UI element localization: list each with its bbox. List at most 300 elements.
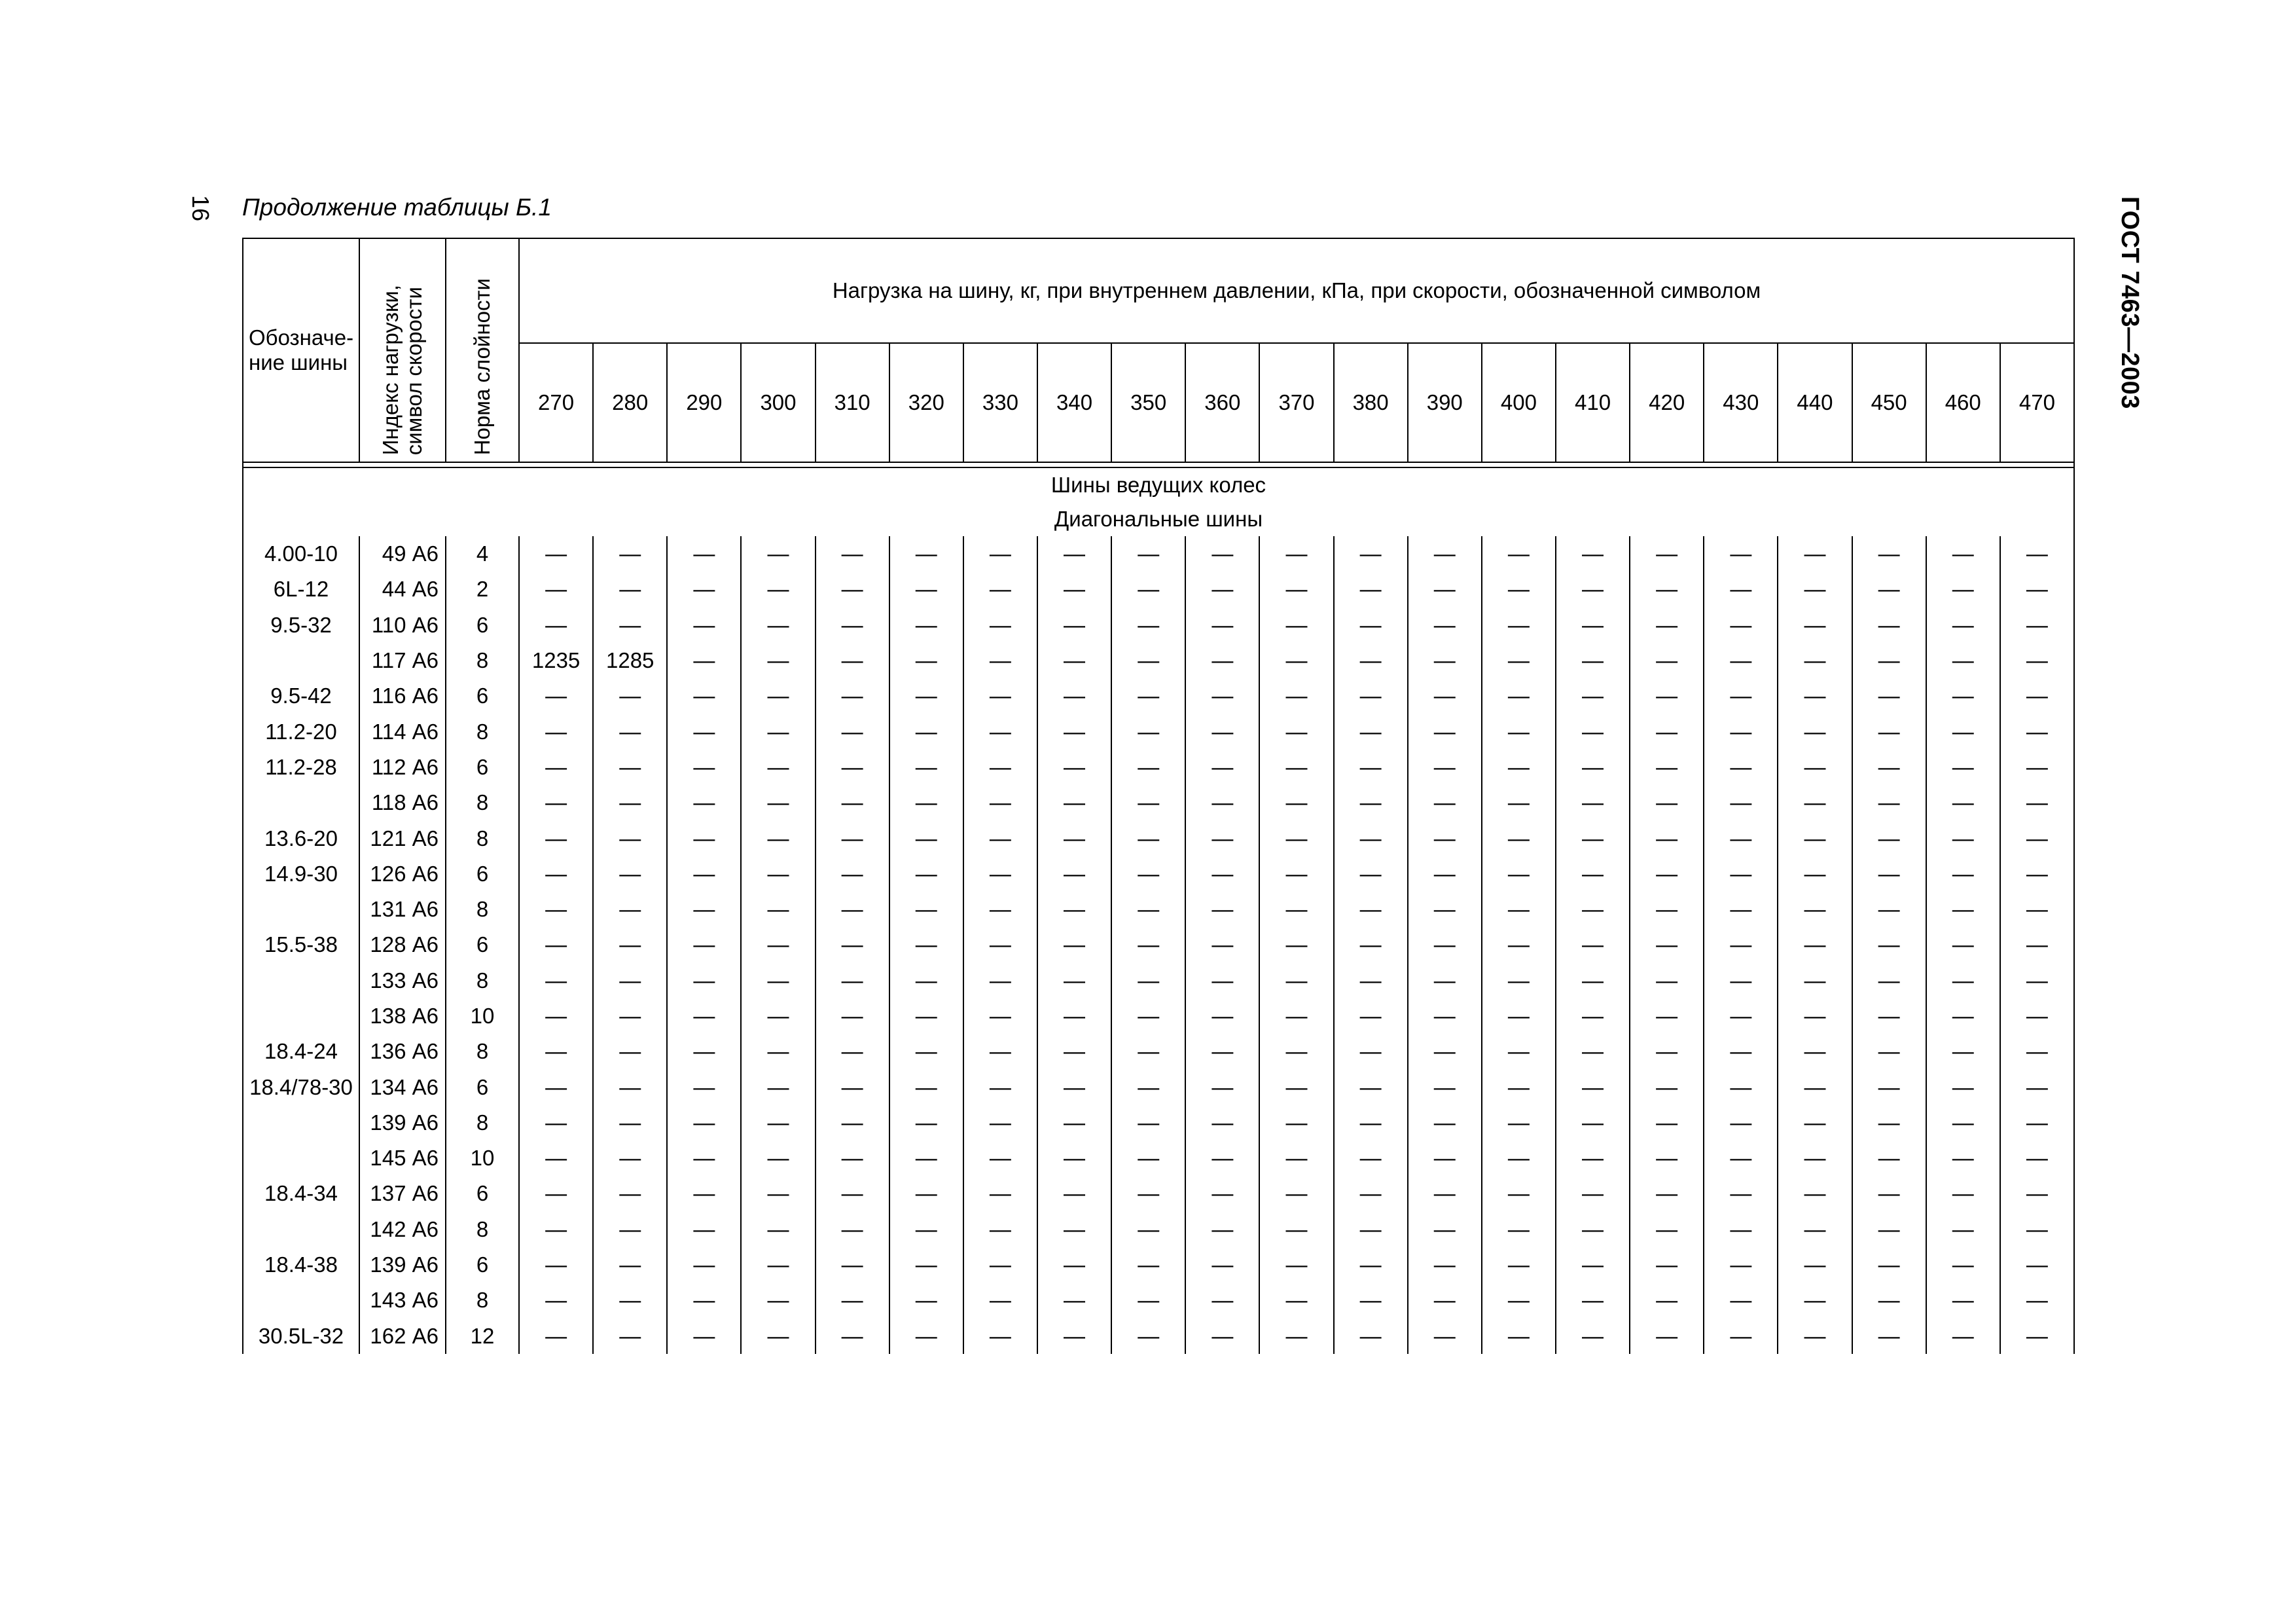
cell-load: — <box>816 714 889 749</box>
cell-load: — <box>1334 1105 1408 1140</box>
table-row <box>243 572 2074 607</box>
cell-load: — <box>1704 643 1778 678</box>
cell-load: — <box>816 1319 889 1354</box>
cell-load: — <box>1926 572 2000 607</box>
cell-load: — <box>1778 572 1852 607</box>
header-pressure-350: 350 <box>1111 343 1185 462</box>
cell-load: — <box>1852 856 1926 892</box>
cell-load: — <box>1630 678 1704 714</box>
cell-load: — <box>741 750 815 785</box>
cell-load: — <box>2000 1069 2074 1104</box>
cell-load: — <box>889 1319 963 1354</box>
cell-load: — <box>1852 1069 1926 1104</box>
cell-load: — <box>889 1140 963 1176</box>
cell-load: — <box>1334 1283 1408 1318</box>
cell-load: — <box>1185 1247 1259 1283</box>
cell-load: — <box>1334 963 1408 998</box>
cell-load: — <box>1852 1105 1926 1140</box>
cell-load: — <box>1185 998 1259 1034</box>
cell-load: — <box>1037 536 1111 572</box>
cell-load: — <box>1259 820 1333 856</box>
cell-load: — <box>1334 1140 1408 1176</box>
header-pressure-320: 320 <box>889 343 963 462</box>
cell-load: — <box>1852 678 1926 714</box>
cell-load: — <box>519 1212 593 1247</box>
cell-load: — <box>1630 927 1704 962</box>
cell-load: — <box>1408 1283 1482 1318</box>
cell-load: — <box>1704 1140 1778 1176</box>
cell-load: — <box>963 998 1037 1034</box>
table-row <box>243 714 2074 749</box>
cell-load: — <box>1778 1247 1852 1283</box>
cell-load: — <box>1778 892 1852 927</box>
cell-load: — <box>1852 1212 1926 1247</box>
table-row <box>243 856 2074 892</box>
cell-load: — <box>1778 536 1852 572</box>
table-row <box>243 820 2074 856</box>
header-ply-rating-text: Норма слойности <box>470 278 494 455</box>
cell-load: — <box>1630 536 1704 572</box>
cell-load: 1235 <box>519 643 593 678</box>
cell-load: — <box>1852 750 1926 785</box>
cell-load-index: 117 А6 <box>359 643 446 678</box>
cell-load: — <box>593 856 667 892</box>
cell-load: — <box>1778 1034 1852 1069</box>
cell-ply-rating: 8 <box>446 963 519 998</box>
header-pressure-440: 440 <box>1778 343 1852 462</box>
cell-load: — <box>1408 678 1482 714</box>
cell-load: — <box>1630 785 1704 820</box>
cell-load: — <box>1408 1069 1482 1104</box>
cell-load: — <box>1259 1283 1333 1318</box>
cell-load: — <box>741 572 815 607</box>
cell-load: — <box>1556 1283 1630 1318</box>
cell-load: — <box>667 785 741 820</box>
cell-load: — <box>1482 1319 1556 1354</box>
cell-load: — <box>1408 750 1482 785</box>
table-row <box>243 927 2074 962</box>
cell-load: — <box>963 1140 1037 1176</box>
cell-load: — <box>1185 1034 1259 1069</box>
cell-load: — <box>816 1212 889 1247</box>
cell-load: — <box>593 678 667 714</box>
cell-load: — <box>593 1105 667 1140</box>
cell-designation: 11.2-28 <box>243 750 359 785</box>
cell-load: — <box>1111 892 1185 927</box>
cell-load: — <box>1556 678 1630 714</box>
cell-load: — <box>667 1283 741 1318</box>
cell-load: — <box>1852 643 1926 678</box>
cell-load: — <box>1926 714 2000 749</box>
subsection-row <box>243 502 2074 536</box>
cell-load: — <box>667 927 741 962</box>
cell-load: — <box>1482 998 1556 1034</box>
cell-load-index: 128 А6 <box>359 927 446 962</box>
cell-load: — <box>1926 820 2000 856</box>
cell-load: — <box>1852 714 1926 749</box>
cell-ply-rating: 4 <box>446 536 519 572</box>
cell-load: — <box>2000 608 2074 643</box>
cell-load: — <box>519 1247 593 1283</box>
cell-load: — <box>1704 536 1778 572</box>
cell-load: — <box>1185 608 1259 643</box>
cell-load: — <box>1778 785 1852 820</box>
cell-load: — <box>1259 1176 1333 1211</box>
table-header <box>243 238 2074 462</box>
cell-load: — <box>816 856 889 892</box>
cell-load: — <box>667 856 741 892</box>
cell-load: — <box>1630 608 1704 643</box>
cell-load: — <box>1111 536 1185 572</box>
cell-load: — <box>519 892 593 927</box>
cell-load: — <box>1926 1212 2000 1247</box>
cell-designation: 15.5-38 <box>243 927 359 962</box>
cell-load: — <box>519 820 593 856</box>
cell-ply-rating: 8 <box>446 820 519 856</box>
cell-load: — <box>1926 1319 2000 1354</box>
cell-load: — <box>1926 1069 2000 1104</box>
cell-load: — <box>1408 572 1482 607</box>
cell-ply-rating: 6 <box>446 1176 519 1211</box>
cell-load: — <box>1704 1105 1778 1140</box>
cell-load: — <box>1778 1069 1852 1104</box>
cell-load: — <box>2000 678 2074 714</box>
cell-load: — <box>1334 998 1408 1034</box>
cell-load: — <box>1556 856 1630 892</box>
cell-load: — <box>667 750 741 785</box>
cell-load: — <box>1408 856 1482 892</box>
cell-load: — <box>741 1105 815 1140</box>
cell-ply-rating: 10 <box>446 1140 519 1176</box>
cell-load: — <box>1111 750 1185 785</box>
cell-load: — <box>519 1140 593 1176</box>
header-pressure-340: 340 <box>1037 343 1111 462</box>
cell-ply-rating: 6 <box>446 750 519 785</box>
cell-load: — <box>2000 1034 2074 1069</box>
cell-load: — <box>1926 963 2000 998</box>
cell-load: — <box>1037 1140 1111 1176</box>
cell-load: — <box>889 1105 963 1140</box>
cell-designation <box>243 1140 359 1176</box>
cell-load: — <box>1408 1140 1482 1176</box>
cell-load: — <box>1037 1105 1111 1140</box>
cell-load: — <box>1556 1247 1630 1283</box>
cell-load: — <box>1556 1212 1630 1247</box>
cell-designation <box>243 1283 359 1318</box>
cell-load: — <box>1037 1212 1111 1247</box>
cell-load: — <box>593 963 667 998</box>
cell-load: — <box>1926 1283 2000 1318</box>
cell-load: — <box>741 963 815 998</box>
table-row <box>243 1069 2074 1104</box>
cell-load: — <box>1408 1176 1482 1211</box>
cell-ply-rating: 8 <box>446 1212 519 1247</box>
cell-load: — <box>889 608 963 643</box>
document-id: ГОСТ 7463—2003 <box>2116 196 2144 409</box>
cell-load: — <box>2000 856 2074 892</box>
cell-load: — <box>1037 1069 1111 1104</box>
cell-load: — <box>1185 678 1259 714</box>
header-pressure-450: 450 <box>1852 343 1926 462</box>
header-designation-text: Обозначе- ние шины <box>249 325 354 374</box>
cell-load: — <box>1259 1140 1333 1176</box>
cell-load: — <box>1037 1319 1111 1354</box>
cell-load: — <box>1037 998 1111 1034</box>
cell-load: — <box>593 1069 667 1104</box>
cell-load: — <box>1630 998 1704 1034</box>
cell-load: — <box>741 678 815 714</box>
cell-load: — <box>1185 1105 1259 1140</box>
cell-load: — <box>1037 572 1111 607</box>
cell-load: — <box>1704 998 1778 1034</box>
cell-load: — <box>1704 892 1778 927</box>
cell-load: — <box>1926 1105 2000 1140</box>
cell-load: — <box>1259 714 1333 749</box>
table-row <box>243 1105 2074 1140</box>
cell-load: — <box>1185 1140 1259 1176</box>
cell-load: — <box>816 927 889 962</box>
cell-load: — <box>667 536 741 572</box>
table-row <box>243 750 2074 785</box>
cell-load: — <box>1408 820 1482 856</box>
cell-load: — <box>889 856 963 892</box>
cell-load: — <box>1630 1212 1704 1247</box>
cell-load: — <box>1408 927 1482 962</box>
cell-load: — <box>1482 927 1556 962</box>
cell-load: — <box>667 820 741 856</box>
header-pressure-270: 270 <box>519 343 593 462</box>
cell-ply-rating: 8 <box>446 1283 519 1318</box>
cell-load-index: 139 А6 <box>359 1105 446 1140</box>
cell-load: — <box>1037 856 1111 892</box>
cell-load: — <box>1111 1069 1185 1104</box>
cell-load: — <box>519 714 593 749</box>
cell-load: — <box>1556 608 1630 643</box>
cell-ply-rating: 6 <box>446 856 519 892</box>
cell-load: — <box>1259 1319 1333 1354</box>
cell-load: — <box>1630 1283 1704 1318</box>
cell-load: — <box>741 536 815 572</box>
cell-ply-rating: 12 <box>446 1319 519 1354</box>
cell-load: — <box>1704 750 1778 785</box>
table-caption: Продолжение таблицы Б.1 <box>242 194 552 221</box>
cell-load: — <box>963 678 1037 714</box>
header-pressure-310: 310 <box>816 343 889 462</box>
cell-load: — <box>593 536 667 572</box>
cell-load: — <box>1111 963 1185 998</box>
cell-load: — <box>741 1034 815 1069</box>
cell-load: — <box>1408 1319 1482 1354</box>
cell-load: — <box>1408 1105 1482 1140</box>
cell-load: — <box>1778 963 1852 998</box>
cell-load: — <box>1630 963 1704 998</box>
cell-load: — <box>741 998 815 1034</box>
cell-load: — <box>816 892 889 927</box>
cell-load: — <box>963 1283 1037 1318</box>
cell-load: — <box>741 892 815 927</box>
header-pressure-410: 410 <box>1556 343 1630 462</box>
cell-designation <box>243 643 359 678</box>
cell-load: — <box>1037 963 1111 998</box>
cell-load: — <box>741 856 815 892</box>
cell-load: — <box>1556 1140 1630 1176</box>
cell-load: — <box>1111 1319 1185 1354</box>
cell-load: — <box>1704 572 1778 607</box>
cell-load: — <box>1185 927 1259 962</box>
cell-load: — <box>1408 1034 1482 1069</box>
cell-load: — <box>963 1212 1037 1247</box>
cell-load-index: 162 А6 <box>359 1319 446 1354</box>
cell-load: — <box>593 1176 667 1211</box>
cell-load: — <box>1926 1176 2000 1211</box>
cell-load: — <box>1334 1319 1408 1354</box>
cell-load: — <box>1556 643 1630 678</box>
cell-load: — <box>1185 820 1259 856</box>
cell-load: — <box>2000 1105 2074 1140</box>
cell-ply-rating: 6 <box>446 1069 519 1104</box>
cell-load: — <box>1630 820 1704 856</box>
cell-load: — <box>1630 892 1704 927</box>
cell-load: — <box>1852 927 1926 962</box>
cell-load: — <box>963 608 1037 643</box>
cell-load-index: 136 А6 <box>359 1034 446 1069</box>
cell-load: — <box>816 750 889 785</box>
cell-load: — <box>1926 1247 2000 1283</box>
cell-load: — <box>2000 963 2074 998</box>
cell-load: — <box>1111 643 1185 678</box>
cell-load: — <box>1111 927 1185 962</box>
cell-load: — <box>1111 714 1185 749</box>
cell-load: — <box>1926 785 2000 820</box>
table-row <box>243 892 2074 927</box>
cell-load: — <box>519 1319 593 1354</box>
cell-load: — <box>1704 1247 1778 1283</box>
cell-load: — <box>1334 1247 1408 1283</box>
cell-load: — <box>1111 678 1185 714</box>
cell-load: — <box>667 1034 741 1069</box>
cell-load: — <box>741 1247 815 1283</box>
cell-load: — <box>816 998 889 1034</box>
cell-load: — <box>963 963 1037 998</box>
cell-load: — <box>1482 750 1556 785</box>
cell-load: — <box>1630 1319 1704 1354</box>
cell-load: — <box>1778 856 1852 892</box>
cell-load: — <box>1926 892 2000 927</box>
cell-load: — <box>519 678 593 714</box>
cell-load: — <box>816 820 889 856</box>
header-pressure-470: 470 <box>2000 343 2074 462</box>
cell-load: — <box>1630 714 1704 749</box>
cell-load: — <box>889 536 963 572</box>
cell-load: — <box>1334 892 1408 927</box>
cell-load-index: 116 А6 <box>359 678 446 714</box>
cell-load: — <box>1556 785 1630 820</box>
cell-ply-rating: 6 <box>446 678 519 714</box>
cell-load: — <box>1704 820 1778 856</box>
cell-load: — <box>593 1212 667 1247</box>
cell-load: — <box>1482 714 1556 749</box>
cell-load: — <box>1482 608 1556 643</box>
cell-load: — <box>1630 643 1704 678</box>
cell-load: — <box>1334 608 1408 643</box>
cell-load: — <box>1704 856 1778 892</box>
header-pressure-400: 400 <box>1482 343 1556 462</box>
cell-load: — <box>963 536 1037 572</box>
cell-load: — <box>1704 714 1778 749</box>
cell-load: — <box>889 820 963 856</box>
cell-load: — <box>816 1283 889 1318</box>
cell-load: — <box>1259 1034 1333 1069</box>
cell-load: — <box>816 1105 889 1140</box>
cell-load: — <box>889 963 963 998</box>
cell-load: — <box>519 785 593 820</box>
cell-load: — <box>2000 998 2074 1034</box>
cell-load: — <box>1037 892 1111 927</box>
cell-load: — <box>816 678 889 714</box>
cell-load-index: 134 А6 <box>359 1069 446 1104</box>
cell-load: — <box>1185 856 1259 892</box>
cell-load: — <box>1482 1069 1556 1104</box>
cell-load: — <box>1111 572 1185 607</box>
cell-load: — <box>1926 536 2000 572</box>
cell-load: — <box>2000 1176 2074 1211</box>
cell-ply-rating: 6 <box>446 927 519 962</box>
cell-load: — <box>2000 1319 2074 1354</box>
table-row <box>243 1212 2074 1247</box>
cell-load: — <box>1185 892 1259 927</box>
cell-load: — <box>2000 820 2074 856</box>
cell-designation <box>243 785 359 820</box>
cell-load: — <box>1334 856 1408 892</box>
cell-load: — <box>1334 927 1408 962</box>
cell-load: — <box>1408 892 1482 927</box>
cell-load: — <box>889 1034 963 1069</box>
cell-load: — <box>1778 608 1852 643</box>
cell-load: — <box>593 1319 667 1354</box>
cell-load: — <box>1778 714 1852 749</box>
cell-load: — <box>667 1212 741 1247</box>
cell-load: — <box>667 963 741 998</box>
cell-load: — <box>889 1247 963 1283</box>
cell-load: — <box>1185 750 1259 785</box>
cell-load: — <box>963 1319 1037 1354</box>
cell-load: — <box>1482 785 1556 820</box>
cell-load: — <box>1630 1247 1704 1283</box>
cell-load: — <box>1482 1140 1556 1176</box>
cell-load-index: 49 А6 <box>359 536 446 572</box>
cell-load: — <box>1482 963 1556 998</box>
cell-load: — <box>889 785 963 820</box>
cell-load: — <box>1408 643 1482 678</box>
cell-load: — <box>1482 1176 1556 1211</box>
cell-load: — <box>1778 1319 1852 1354</box>
header-designation <box>243 238 359 462</box>
cell-load: — <box>816 1069 889 1104</box>
cell-load: — <box>816 1034 889 1069</box>
cell-load: — <box>2000 714 2074 749</box>
cell-load: — <box>1259 1212 1333 1247</box>
cell-load: — <box>593 1140 667 1176</box>
cell-load-index: 114 А6 <box>359 714 446 749</box>
cell-load: — <box>1037 927 1111 962</box>
table-row <box>243 998 2074 1034</box>
cell-load: — <box>1259 856 1333 892</box>
cell-load: — <box>1037 1283 1111 1318</box>
cell-load: 1285 <box>593 643 667 678</box>
cell-load: — <box>889 892 963 927</box>
cell-load: — <box>1704 608 1778 643</box>
cell-ply-rating: 8 <box>446 643 519 678</box>
